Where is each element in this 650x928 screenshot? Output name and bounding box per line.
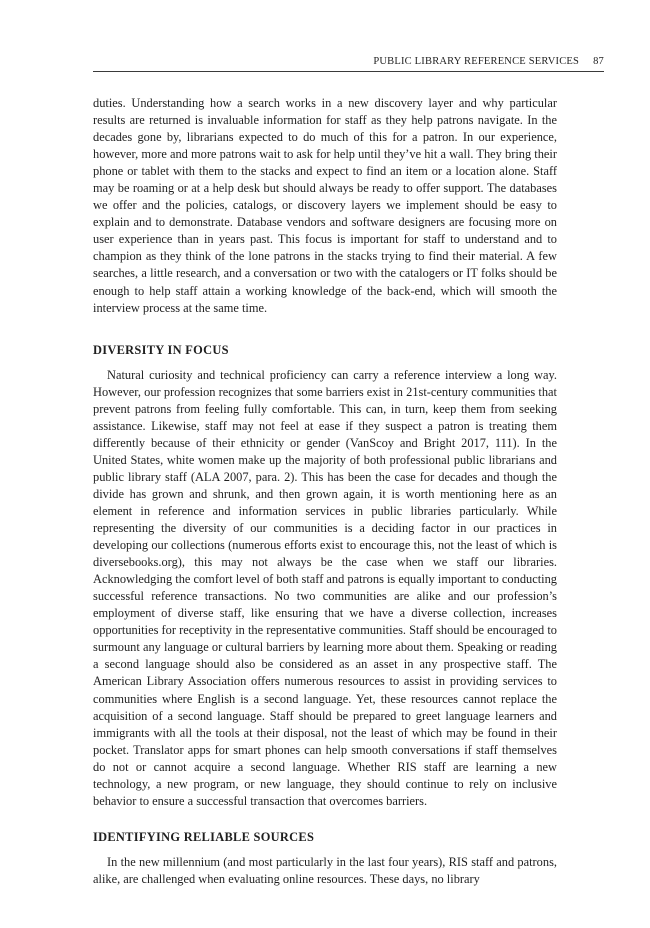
- header-rule: [93, 71, 604, 72]
- running-title: PUBLIC LIBRARY REFERENCE SERVICES: [373, 56, 580, 67]
- paragraph-continued: duties. Understanding how a search works in a new discovery layer and why particular results are returned is invaluable information for staff as they help patrons navigate. In the decades gone by, librarians expected to do much of this for a patron. In our experience, however, more and more patrons wait to ask for help until they’ve hit a wall. They bring their phone or tablet with them to the stacks and expect to find an item or a location alone. Staff may be roaming or at a help desk but should always be ready to offer support. The databases we offer and the policies, catalogs, or discovery layers we implement should be easy to explain and to demonstrate. Database vendors and software designers are focusing more on user experience than in years past. This focus is important for staff to understand and to champion as they think of the lone patrons in the stacks trying to find their material. A few searches, a little research, and a conversation or two with the catalogers or IT folks should be enough to help staff attain a working knowledge of the back-end, which will smooth the interview process at the same time.: [93, 96, 557, 315]
- paragraph-diversity: Natural curiosity and technical proficiency can carry a reference interview a long way. However, our profession recognizes that some barriers exist in 21st-century communities that prevent patrons from feeling fully comfortable. This can, in turn, keep them from seeking assistance. Likewise, staff may not feel at ease if they suspect a patron is treating them differently because of their ethnicity or gender (VanScoy and Bright 2017, 111). In the United States, white women make up the majority of both professional public librarians and public library staff (ALA 2007, para. 2). This has been the case for decades and though the divide has grown and shrunk, and then grown again, it is worth mentioning here as an element in reference and information services in public libraries particularly. While representing the diversity of our communities is a deciding factor in our practices in developing our collections (numerous efforts exist to encourage this, not the least of which is diversebooks.org), this may not always be the case when we staff our libraries. Acknowledging the comfort level of both staff and patrons is equally important to conducting successful reference transactions. No two communities are alike and our profession’s employment of diverse staff, like ensuring that we have a diverse collection, increases opportunities for receptivity in the representative communities. Staff should be encouraged to surmount any language or cultural barriers by learning more about them. Speaking or reading a second language should also be considered as an asset in any prospective staff. The American Library Association offers numerous resources to assist in providing services to communities where English is a second language. Yet, these resources cannot replace the acquisition of a second language. Staff should be prepared to greet language learners and immigrants with all the tools at their disposal, not the least of which may be found in their pocket. Translator apps for smart phones can help smooth conversations if staff themselves do not or cannot acquire a second language. Whether RIS staff are learning a new technology, a new program, or new language, they should continue to rely on inclusive behavior to ensure a successful transaction that overcomes barriers.: [93, 367, 557, 808]
- section-heading-reliable-sources: IDENTIFYING RELIABLE SOURCES: [93, 829, 315, 844]
- running-header: [93, 56, 604, 72]
- page-number: 87: [593, 56, 604, 67]
- section-heading-diversity: DIVERSITY IN FOCUS: [93, 342, 229, 357]
- body-text: [93, 95, 557, 888]
- paragraph-reliable-sources: In the new millennium (and most particularly in the last four years), RIS staff and patrons, alike, are challenged when evaluating online resources. These days, no library: [93, 854, 557, 886]
